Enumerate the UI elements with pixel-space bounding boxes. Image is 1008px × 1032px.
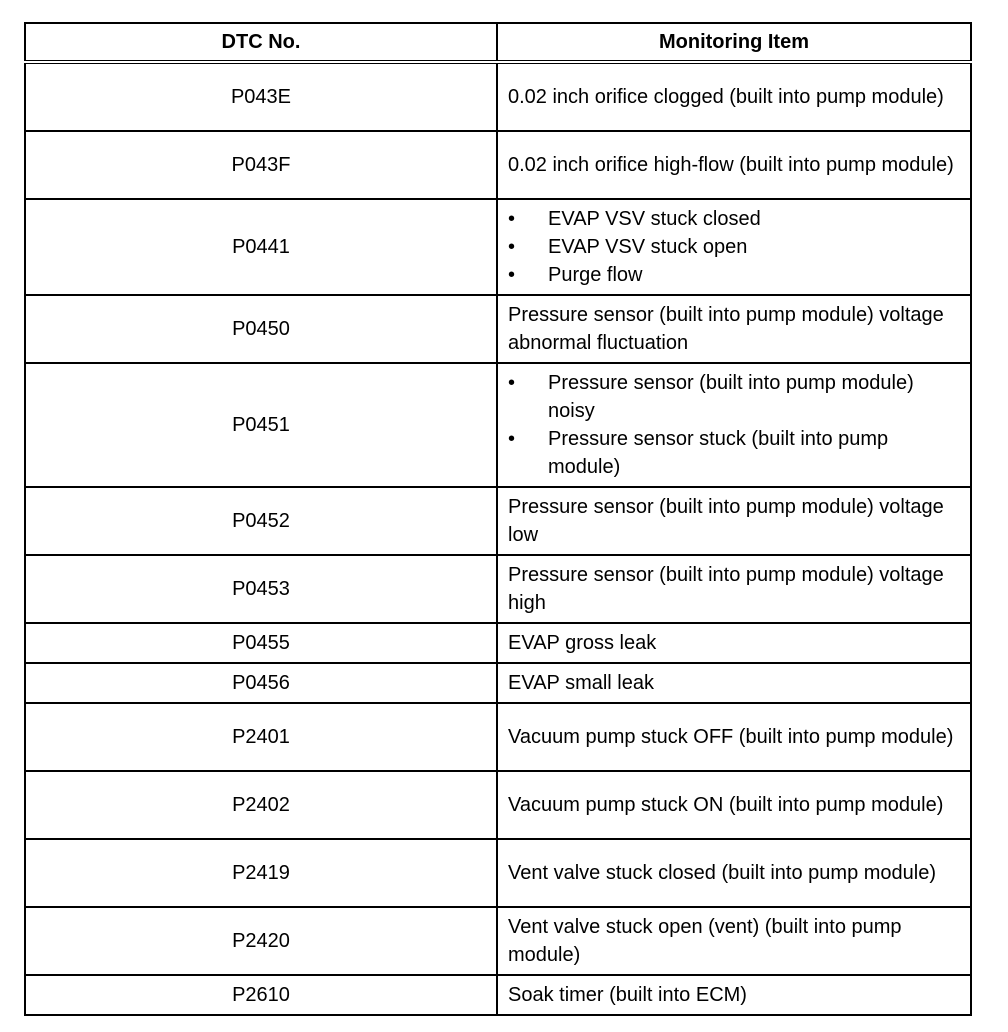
table-row — [25, 839, 971, 907]
monitoring-item: 0.02 inch orifice high-flow (built into pump module) — [497, 131, 971, 199]
monitoring-item: Pressure sensor (built into pump module) voltage high — [497, 555, 971, 623]
table-row — [25, 907, 971, 975]
bullet-list — [508, 369, 960, 481]
dtc-code: P043E — [25, 62, 497, 131]
monitoring-item: Vent valve stuck open (vent) (built into pump module) — [497, 907, 971, 975]
table-row — [25, 487, 971, 555]
header-row — [25, 23, 971, 62]
dtc-monitoring-table — [24, 22, 972, 1016]
dtc-code: P0452 — [25, 487, 497, 555]
monitoring-item: Vacuum pump stuck ON (built into pump module) — [497, 771, 971, 839]
dtc-code: P0456 — [25, 663, 497, 703]
dtc-code: P2420 — [25, 907, 497, 975]
bullet-list — [508, 205, 960, 289]
monitoring-item: Vent valve stuck closed (built into pump module) — [497, 839, 971, 907]
header-dtc-no: DTC No. — [25, 23, 497, 62]
dtc-code: P0455 — [25, 623, 497, 663]
monitoring-item — [497, 363, 971, 487]
dtc-code: P043F — [25, 131, 497, 199]
monitoring-item — [497, 199, 971, 295]
bullet-item: • Purge flow — [508, 261, 960, 289]
monitoring-item: EVAP small leak — [497, 663, 971, 703]
dtc-code: P2402 — [25, 771, 497, 839]
monitoring-item: Pressure sensor (built into pump module) voltage low — [497, 487, 971, 555]
table-row — [25, 62, 971, 131]
table-row — [25, 975, 971, 1015]
bullet-item: • EVAP VSV stuck open — [508, 233, 960, 261]
table-row — [25, 663, 971, 703]
table-row — [25, 131, 971, 199]
dtc-code: P0441 — [25, 199, 497, 295]
table-row — [25, 771, 971, 839]
dtc-code: P0451 — [25, 363, 497, 487]
monitoring-item: Pressure sensor (built into pump module) voltage abnormal fluctuation — [497, 295, 971, 363]
monitoring-item: EVAP gross leak — [497, 623, 971, 663]
table-row — [25, 199, 971, 295]
bullet-item: • EVAP VSV stuck closed — [508, 205, 960, 233]
dtc-code: P0453 — [25, 555, 497, 623]
table-row — [25, 703, 971, 771]
dtc-code: P0450 — [25, 295, 497, 363]
table-row — [25, 295, 971, 363]
dtc-code: P2419 — [25, 839, 497, 907]
dtc-code: P2610 — [25, 975, 497, 1015]
bullet-item: • Pressure sensor (built into pump module) noisy — [508, 369, 960, 425]
dtc-code: P2401 — [25, 703, 497, 771]
table-row — [25, 363, 971, 487]
bullet-item: • Pressure sensor stuck (built into pump module) — [508, 425, 960, 481]
monitoring-item: Vacuum pump stuck OFF (built into pump module) — [497, 703, 971, 771]
monitoring-item: 0.02 inch orifice clogged (built into pump module) — [497, 62, 971, 131]
header-monitoring-item: Monitoring Item — [497, 23, 971, 62]
table-row — [25, 623, 971, 663]
monitoring-item: Soak timer (built into ECM) — [497, 975, 971, 1015]
table-row — [25, 555, 971, 623]
